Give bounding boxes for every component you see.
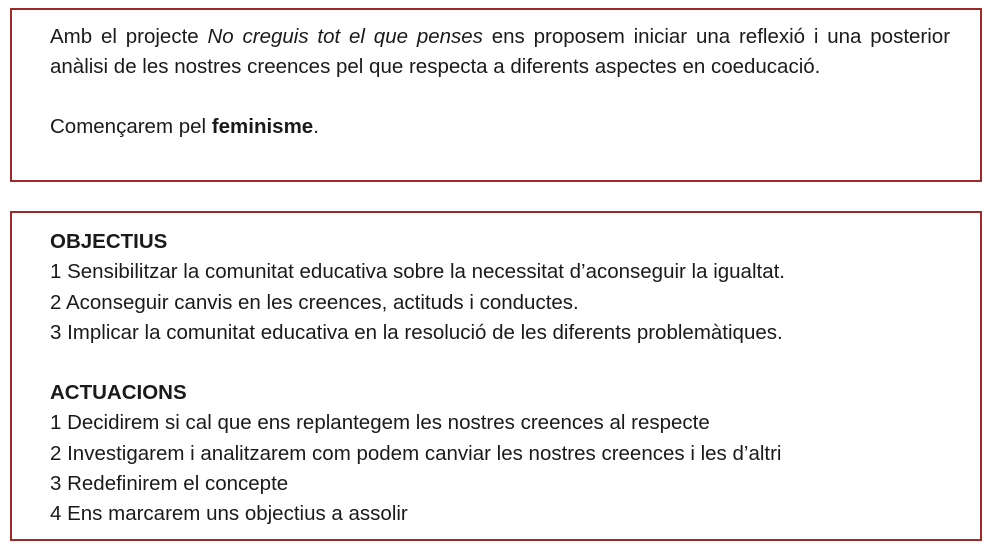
intro-text-after: ens proposem iniciar una reflexió i una posterior anàlisi de les nostres creences pel que respecta a diferents aspectes en coeducació. (50, 25, 951, 78)
objective-item: 2 Aconseguir canvis en les creences, actituds i conductes. (50, 290, 579, 314)
project-name: No creguis tot el que penses (207, 25, 483, 48)
intro-text (50, 22, 950, 142)
action-item: 3 Redefinirem el concepte (50, 472, 289, 496)
start-paragraph (50, 112, 950, 142)
actions-list (50, 408, 970, 529)
intro-text-before: Amb el projecte (50, 25, 208, 48)
actions-heading: ACTUACIONS (50, 381, 187, 405)
action-item: 1 Decidirem si cal que ens replantegem les nostres creences al respecte (50, 411, 710, 435)
objective-item: 1 Sensibilitzar la comunitat educativa sobre la necessitat d’aconseguir la igualtat. (50, 260, 785, 284)
action-item: 2 Investigarem i analitzarem com podem canviar les nostres creences i les d’altri (50, 441, 782, 465)
intro-paragraph (50, 22, 950, 82)
action-item: 4 Ens marcarem uns objectius a assolir (50, 502, 408, 526)
objectives-list (50, 257, 970, 348)
section-spacer (50, 348, 970, 378)
goals-text (50, 227, 970, 530)
start-text-before: Començarem pel (50, 115, 212, 138)
objectives-heading: OBJECTIUS (50, 230, 168, 253)
goals-box (10, 211, 982, 541)
start-text-after: . (313, 115, 319, 138)
topic-feminism: feminisme (211, 115, 314, 138)
intro-box (10, 8, 982, 182)
objective-item: 3 Implicar la comunitat educativa en la resolució de les diferents problemàtiques. (50, 320, 783, 344)
